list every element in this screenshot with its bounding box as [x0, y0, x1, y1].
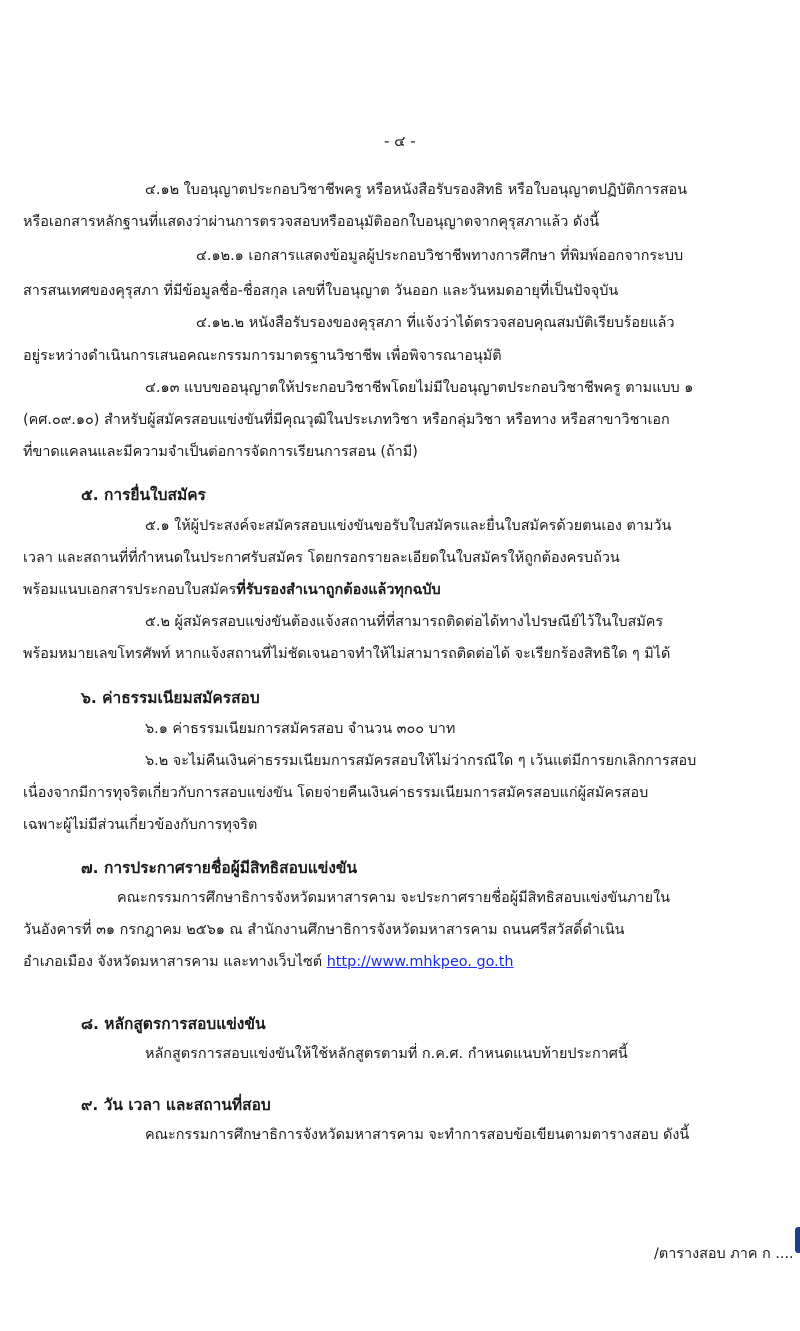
clause-5-2: ๕.๒ ผู้สมัครสอบแข่งขันต้องแจ้งสถานที่ที่สามารถติดต่อได้ทางไปรษณีย์ไว้ในใบสมัคร — [145, 614, 664, 630]
section-8-heading: ๘. หลักสูตรการสอบแข่งขัน — [81, 1015, 266, 1033]
section-5-heading: ๕. การยื่นใบสมัคร — [81, 486, 206, 504]
clause-5-1-text: พร้อมแนบเอกสารประกอบใบสมัคร — [23, 582, 237, 598]
clause-4-12-cont: หรือเอกสารหลักฐานที่แสดงว่าผ่านการตรวจสอบหรืออนุมัติออกใบอนุญาตจากคุรุสภาแล้ว ดังนี้ — [23, 214, 600, 230]
clause-5-1: ๕.๑ ให้ผู้ประสงค์จะสมัครสอบแข่งขันขอรับใบสมัครและยื่นใบสมัครด้วยตนเอง ตามวัน — [145, 518, 672, 534]
clause-4-13-cont-1: (คศ.๐๙.๑๐) สำหรับผู้สมัครสอบแข่งขันที่มีคุณวุฒิในประเภทวิชา หรือกลุ่มวิชา หรือทาง หรือสาขาวิชาเอก — [23, 412, 670, 428]
clause-4-13: ๔.๑๓ แบบขออนุญาตให้ประกอบวิชาชีพโดยไม่มีใบอนุญาตประกอบวิชาชีพครู ตามแบบ ๑ — [145, 380, 694, 396]
clause-7-cont-2 — [23, 952, 514, 972]
section-6-heading: ๖. ค่าธรรมเนียมสมัครสอบ — [81, 689, 260, 707]
clause-6-1: ๖.๑ ค่าธรรมเนียมการสมัครสอบ จำนวน ๓๐๐ บาท — [145, 721, 456, 737]
website-link[interactable]: http://www.mhkpeo. go.th — [326, 954, 514, 970]
edge-mark — [795, 1227, 800, 1253]
clause-7-cont-1: วันอังคารที่ ๓๑ กรกฎาคม ๒๕๖๑ ณ สำนักงานศึกษาธิการจังหวัดมหาสารคาม ถนนศรีสวัสดิ์ดำเนิน — [23, 922, 625, 938]
clause-4-12-1: ๔.๑๒.๑ เอกสารแสดงข้อมูลผู้ประกอบวิชาชีพทางการศึกษา ที่พิมพ์ออกจากระบบ — [196, 248, 684, 264]
page-footer-continuation: /ตารางสอบ ภาค ก .... — [654, 1246, 794, 1262]
clause-9-text: คณะกรรมการศึกษาธิการจังหวัดมหาสารคาม จะทำการสอบข้อเขียนตามตารางสอบ ดังนี้ — [145, 1127, 690, 1143]
clause-4-12: ๔.๑๒ ใบอนุญาตประกอบวิชาชีพครู หรือหนังสือรับรองสิทธิ หรือใบอนุญาตปฏิบัติการสอน — [145, 182, 687, 198]
clause-5-1-cont-1: เวลา และสถานที่ที่กำหนดในประกาศรับสมัคร โดยกรอกรายละเอียดในใบสมัครให้ถูกต้องครบถ้วน — [23, 550, 620, 566]
clause-7-text: คณะกรรมการศึกษาธิการจังหวัดมหาสารคาม จะประกาศรายชื่อผู้มีสิทธิสอบแข่งขันภายใน — [117, 890, 670, 906]
clause-5-1-bold-text: ที่รับรองสำเนาถูกต้องแล้วทุกฉบับ — [236, 582, 441, 598]
clause-4-12-1-cont: สารสนเทศของคุรุสภา ที่มีข้อมูลชื่อ-ชื่อสกุล เลขที่ใบอนุญาต วันออก และวันหมดอายุที่เป็นปัจจุบัน — [23, 283, 619, 299]
clause-4-13-cont-2: ที่ขาดแคลนและมีความจำเป็นต่อการจัดการเรียนการสอน (ถ้ามี) — [23, 444, 418, 460]
clause-7-text-before-link: อำเภอเมือง จังหวัดมหาสารคาม และทางเว็บไซต์ — [23, 954, 327, 970]
clause-6-2: ๖.๒ จะไม่คืนเงินค่าธรรมเนียมการสมัครสอบให้ไม่ว่ากรณีใด ๆ เว้นแต่มีการยกเลิกการสอบ — [145, 753, 697, 769]
clause-5-2-cont: พร้อมหมายเลขโทรศัพท์ หากแจ้งสถานที่ไม่ชัดเจนอาจทำให้ไม่สามารถติดต่อได้ จะเรียกร้องสิทธิใด ๆ มิได้ — [23, 646, 671, 662]
page-number: - ๔ - — [384, 132, 416, 150]
clause-5-1-cont-2 — [23, 580, 441, 600]
section-7-heading: ๗. การประกาศรายชื่อผู้มีสิทธิสอบแข่งขัน — [81, 859, 358, 877]
clause-8-text: หลักสูตรการสอบแข่งขันให้ใช้หลักสูตรตามที่ ก.ค.ศ. กำหนดแนบท้ายประกาศนี้ — [145, 1046, 628, 1062]
clause-4-12-2: ๔.๑๒.๒ หนังสือรับรองของคุรุสภา ที่แจ้งว่าได้ตรวจสอบคุณสมบัติเรียบร้อยแล้ว — [196, 315, 675, 331]
clause-6-2-cont-1: เนื่องจากมีการทุจริตเกี่ยวกับการสอบแข่งขัน โดยจ่ายคืนเงินค่าธรรมเนียมการสมัครสอบแก่ผู้สมัครสอบ — [23, 785, 649, 801]
section-9-heading: ๙. วัน เวลา และสถานที่สอบ — [81, 1096, 271, 1114]
clause-4-12-2-cont: อยู่ระหว่างดำเนินการเสนอคณะกรรมการมาตรฐานวิชาชีพ เพื่อพิจารณาอนุมัติ — [23, 348, 502, 364]
clause-6-2-cont-2: เฉพาะผู้ไม่มีส่วนเกี่ยวข้องกับการทุจริต — [23, 817, 258, 833]
